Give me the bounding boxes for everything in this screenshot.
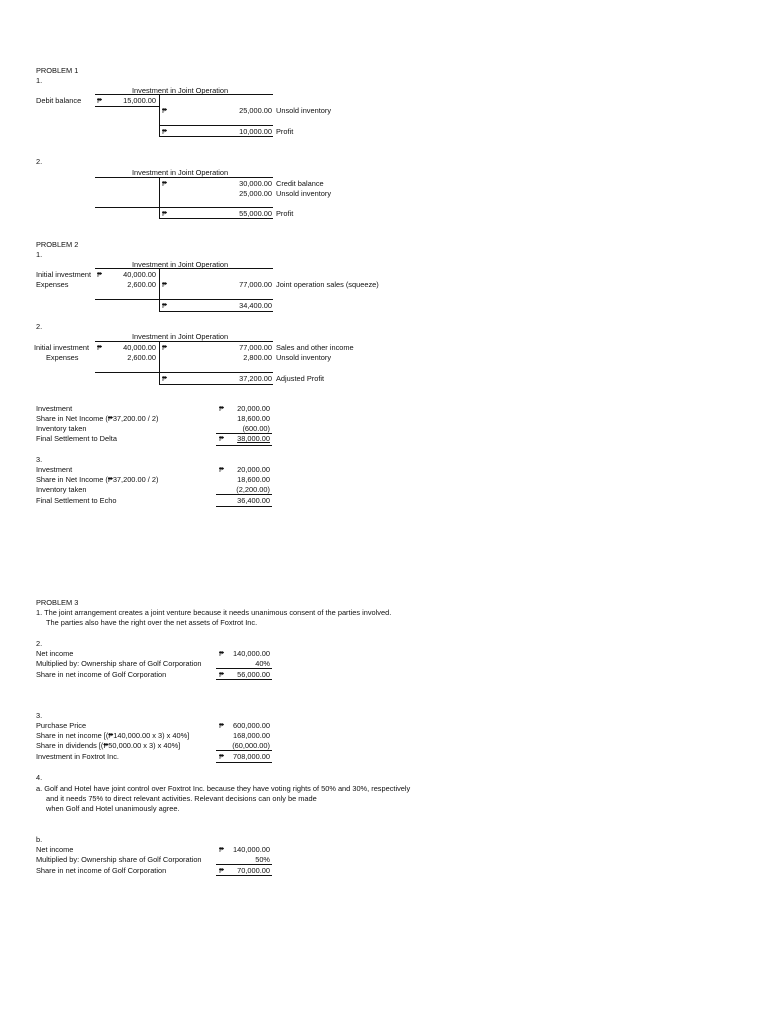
t-account-title: Investment in Joint Operation (132, 260, 229, 269)
t-account-top-line (95, 341, 273, 342)
schedule-value: 140,000.00 (233, 845, 270, 854)
schedule-total-value: 70,000.00 (237, 866, 270, 875)
item-number: 3. (36, 455, 43, 464)
total-value: 34,400.00 (239, 301, 272, 310)
debit-label: Expenses (46, 353, 79, 362)
debit-value: 40,000.00 (123, 270, 156, 279)
problem-3-heading: PROBLEM 3 (36, 598, 79, 607)
item-number: 3. (36, 711, 43, 720)
credit-value: 77,000.00 (239, 280, 272, 289)
debit-label: Initial investment (34, 343, 90, 352)
subtotal-line (216, 750, 272, 751)
answer-text: 1. The joint arrangement creates a joint venture because it needs unanimous consent of the parties involved. (36, 608, 392, 617)
schedule-total-value: 36,400.00 (237, 496, 270, 505)
t-account-bottom-line (159, 218, 273, 219)
t-account-total-line (95, 372, 273, 373)
schedule-label: Investment (36, 465, 73, 474)
peso-sign: ₱ (97, 343, 102, 352)
schedule-value: 168,000.00 (233, 731, 270, 740)
double-underline (216, 445, 272, 446)
t-account-left-line (95, 106, 159, 107)
schedule-label: Share in Net Income (₱37,200.00 / 2) (36, 414, 159, 423)
schedule-value: 18,600.00 (237, 475, 270, 484)
schedule-label: Share in Net Income (₱37,200.00 / 2) (36, 475, 159, 484)
debit-label: Initial investment (36, 270, 92, 279)
debit-value: 2,600.00 (127, 280, 156, 289)
schedule-value: 20,000.00 (237, 404, 270, 413)
schedule-value: 40% (255, 659, 270, 668)
peso-sign: ₱ (219, 752, 224, 761)
peso-sign: ₱ (97, 96, 102, 105)
debit-label: Expenses (36, 280, 69, 289)
total-label: Profit (276, 209, 294, 218)
schedule-value: (2,200.00) (236, 485, 270, 494)
credit-label: Joint operation sales (squeeze) (276, 280, 379, 289)
peso-sign: ₱ (162, 106, 167, 115)
peso-sign: ₱ (162, 280, 167, 289)
peso-sign: ₱ (219, 845, 224, 854)
t-account-title: Investment in Joint Operation (132, 332, 229, 341)
peso-sign: ₱ (162, 343, 167, 352)
debit-value: 15,000.00 (123, 96, 156, 105)
item-number: 1. (36, 76, 43, 85)
t-account-divider (159, 341, 160, 384)
t-account-bottom-line (159, 384, 273, 385)
item-number: 2. (36, 322, 43, 331)
item-number: 4. (36, 773, 43, 782)
schedule-total-value: 56,000.00 (237, 670, 270, 679)
t-account-total-line (95, 207, 273, 208)
schedule-value: (600.00) (242, 424, 270, 433)
t-account-top-line (95, 177, 273, 178)
credit-label: Unsold inventory (276, 353, 332, 362)
answer-text: The parties also have the right over the net assets of Foxtrot Inc. (46, 618, 258, 627)
t-account-total-line (95, 299, 273, 300)
peso-sign: ₱ (162, 179, 167, 188)
peso-sign: ₱ (162, 209, 167, 218)
schedule-total-value: 708,000.00 (233, 752, 270, 761)
t-account-divider (159, 177, 160, 218)
debit-value: 2,600.00 (127, 353, 156, 362)
schedule-label: Inventory taken (36, 424, 87, 433)
peso-sign: ₱ (219, 404, 224, 413)
peso-sign: ₱ (97, 270, 102, 279)
total-value: 10,000.00 (239, 127, 272, 136)
total-value: 55,000.00 (239, 209, 272, 218)
t-account-bottom-line (159, 311, 273, 312)
schedule-value: 20,000.00 (237, 465, 270, 474)
t-account-title: Investment in Joint Operation (132, 168, 229, 177)
answer-text: when Golf and Hotel unanimously agree. (46, 804, 180, 813)
peso-sign: ₱ (162, 374, 167, 383)
schedule-label: Share in dividends [(₱50,000.00 x 3) x 40%] (36, 741, 181, 750)
schedule-value: 140,000.00 (233, 649, 270, 658)
subtotal-line (216, 864, 272, 865)
schedule-label: Inventory taken (36, 485, 87, 494)
item-number: 2. (36, 157, 43, 166)
credit-value: 30,000.00 (239, 179, 272, 188)
peso-sign: ₱ (219, 866, 224, 875)
schedule-label: Share in net income [(₱140,000.00 x 3) x 40%] (36, 731, 190, 740)
t-account-top-line (95, 268, 273, 269)
peso-sign: ₱ (219, 434, 224, 443)
schedule-value: (60,000.00) (232, 741, 270, 750)
t-account-title: Investment in Joint Operation (132, 86, 229, 95)
t-account-total-line (159, 125, 273, 126)
problem-1-heading: PROBLEM 1 (36, 66, 79, 75)
schedule-label: Multiplied by: Ownership share of Golf Corporation (36, 659, 202, 668)
debit-label: Debit balance (36, 96, 82, 105)
credit-value: 25,000.00 (239, 106, 272, 115)
t-account-divider (159, 268, 160, 311)
schedule-total-label: Final Settlement to Echo (36, 496, 117, 505)
t-account-divider (159, 94, 160, 136)
schedule-value: 50% (255, 855, 270, 864)
peso-sign: ₱ (219, 670, 224, 679)
peso-sign: ₱ (162, 301, 167, 310)
total-label: Adjusted Profit (276, 374, 325, 383)
item-number: 2. (36, 639, 43, 648)
credit-value: 77,000.00 (239, 343, 272, 352)
schedule-label: Purchase Price (36, 721, 87, 730)
credit-label: Unsold inventory (276, 189, 332, 198)
credit-label: Credit balance (276, 179, 324, 188)
peso-sign: ₱ (219, 649, 224, 658)
schedule-label: Net income (36, 649, 74, 658)
peso-sign: ₱ (219, 721, 224, 730)
schedule-total-label: Share in net income of Golf Corporation (36, 670, 167, 679)
item-number: 1. (36, 250, 43, 259)
schedule-label: Multiplied by: Ownership share of Golf Corporation (36, 855, 202, 864)
schedule-total-value: 38,000.00 (237, 434, 270, 443)
credit-value: 25,000.00 (239, 189, 272, 198)
total-underline (216, 875, 272, 876)
credit-label: Sales and other income (276, 343, 354, 352)
item-number: b. (36, 835, 43, 844)
total-value: 37,200.00 (239, 374, 272, 383)
answer-text: a. Golf and Hotel have joint control over Foxtrot Inc. because they have voting rights of 50% and 30%, respectively (36, 784, 411, 793)
total-underline (216, 679, 272, 680)
total-label: Profit (276, 127, 294, 136)
subtotal-line (216, 668, 272, 669)
credit-label: Unsold inventory (276, 106, 332, 115)
peso-sign: ₱ (162, 127, 167, 136)
schedule-total-label: Share in net income of Golf Corporation (36, 866, 167, 875)
debit-value: 40,000.00 (123, 343, 156, 352)
credit-value: 2,800.00 (243, 353, 272, 362)
problem-2-heading: PROBLEM 2 (36, 240, 79, 249)
t-account-bottom-line (159, 136, 273, 137)
schedule-total-label: Investment in Foxtrot Inc. (36, 752, 119, 761)
schedule-label: Investment (36, 404, 73, 413)
schedule-value: 600,000.00 (233, 721, 270, 730)
total-underline (216, 506, 272, 507)
schedule-value: 18,600.00 (237, 414, 270, 423)
schedule-total-label: Final Settlement to Delta (36, 434, 117, 443)
total-underline (216, 762, 272, 763)
subtotal-line (216, 494, 272, 495)
t-account-top-line (95, 94, 273, 95)
answer-text: and it needs 75% to direct relevant activities. Relevant decisions can only be made (46, 794, 317, 803)
peso-sign: ₱ (219, 465, 224, 474)
schedule-label: Net income (36, 845, 74, 854)
